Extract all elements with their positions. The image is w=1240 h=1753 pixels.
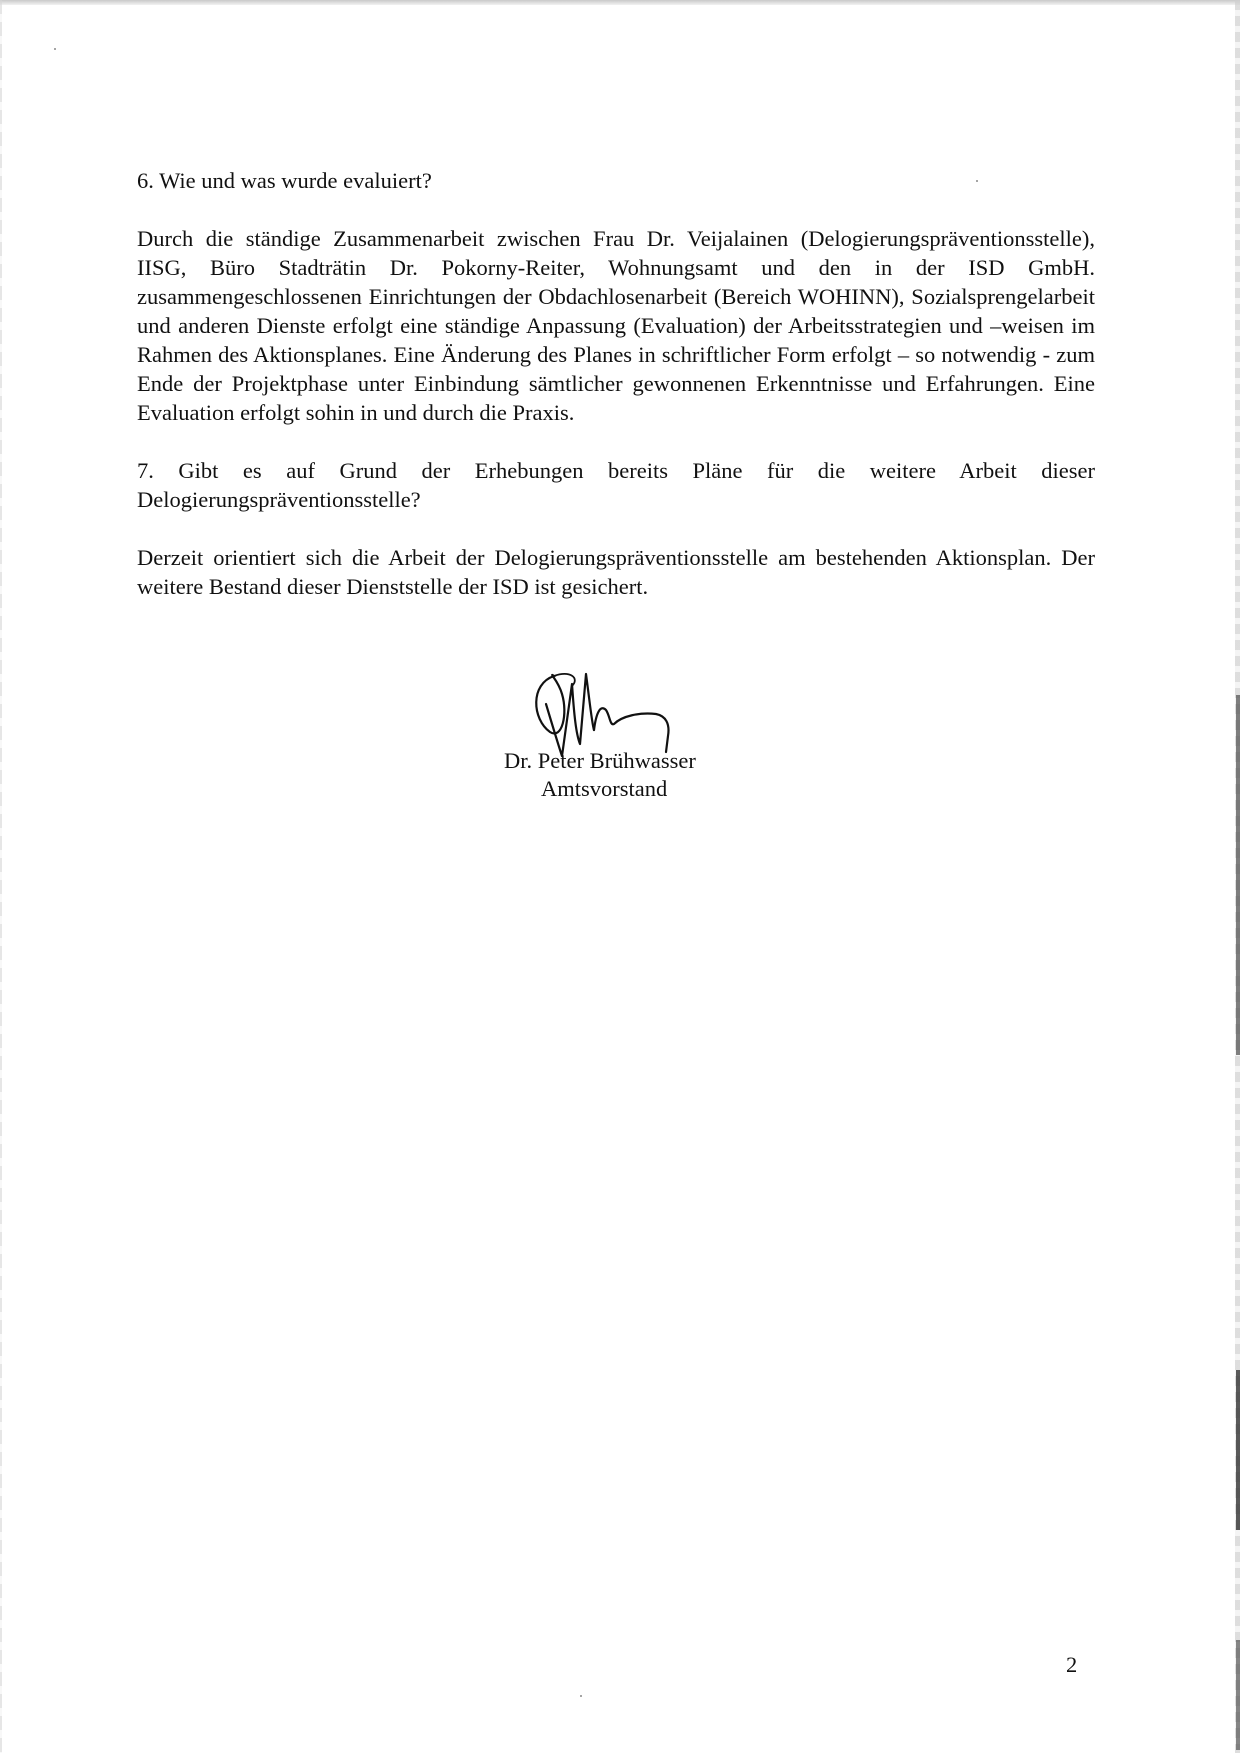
scan-artifact bbox=[1236, 1640, 1240, 1750]
question-7: 7. Gibt es auf Grund der Erhebungen bereits Pläne für die weitere Arbeit dieser Delogierungspräventionsstelle? bbox=[137, 458, 1095, 512]
scan-artifact bbox=[1236, 695, 1240, 1055]
signer-name: Dr. Peter Brühwasser bbox=[504, 748, 696, 773]
signature-block bbox=[480, 664, 760, 804]
document-body bbox=[137, 166, 1095, 601]
answer-7: Derzeit orientiert sich die Arbeit der Delogierungspräventionsstelle am bestehenden Aktionsplan. Der weitere Bestand dieser Dienststelle der ISD ist gesichert. bbox=[137, 545, 1095, 599]
answer-6: Durch die ständige Zusammenarbeit zwischen Frau Dr. Veijalainen (Delogierungspräventionsstelle), IISG, Büro Stadträtin Dr. Pokorny-Reiter, Wohnungsamt und den in der ISD GmbH. zusammengeschlossenen Einrichtungen der Obdachlosenarbeit (Bereich WOHINN), Sozialsprengelarbeit und anderen Dienste erfolgt eine ständige Anpassung (Evaluation) der Arbeitsstrategien und –weisen im Rahmen des Aktionsplanes. Eine Änderung des Planes in schriftlicher Form erfolgt – so notwendig - zum Ende der Projektphase unter Einbindung sämtlicher gewonnenen Erkenntnisse und Erfahrungen. Eine Evaluation erfolgt sohin in und durch die Praxis. bbox=[137, 226, 1095, 425]
scan-edge-top bbox=[0, 0, 1240, 5]
scan-speck bbox=[54, 48, 56, 50]
scan-artifact bbox=[1236, 1370, 1240, 1530]
question-6: 6. Wie und was wurde evaluiert? bbox=[137, 168, 432, 193]
page-number: 2 bbox=[1066, 1652, 1078, 1677]
scan-speck bbox=[580, 1695, 582, 1697]
scan-edge-left bbox=[0, 0, 2, 1753]
signer-title: Amtsvorstand bbox=[541, 776, 668, 801]
